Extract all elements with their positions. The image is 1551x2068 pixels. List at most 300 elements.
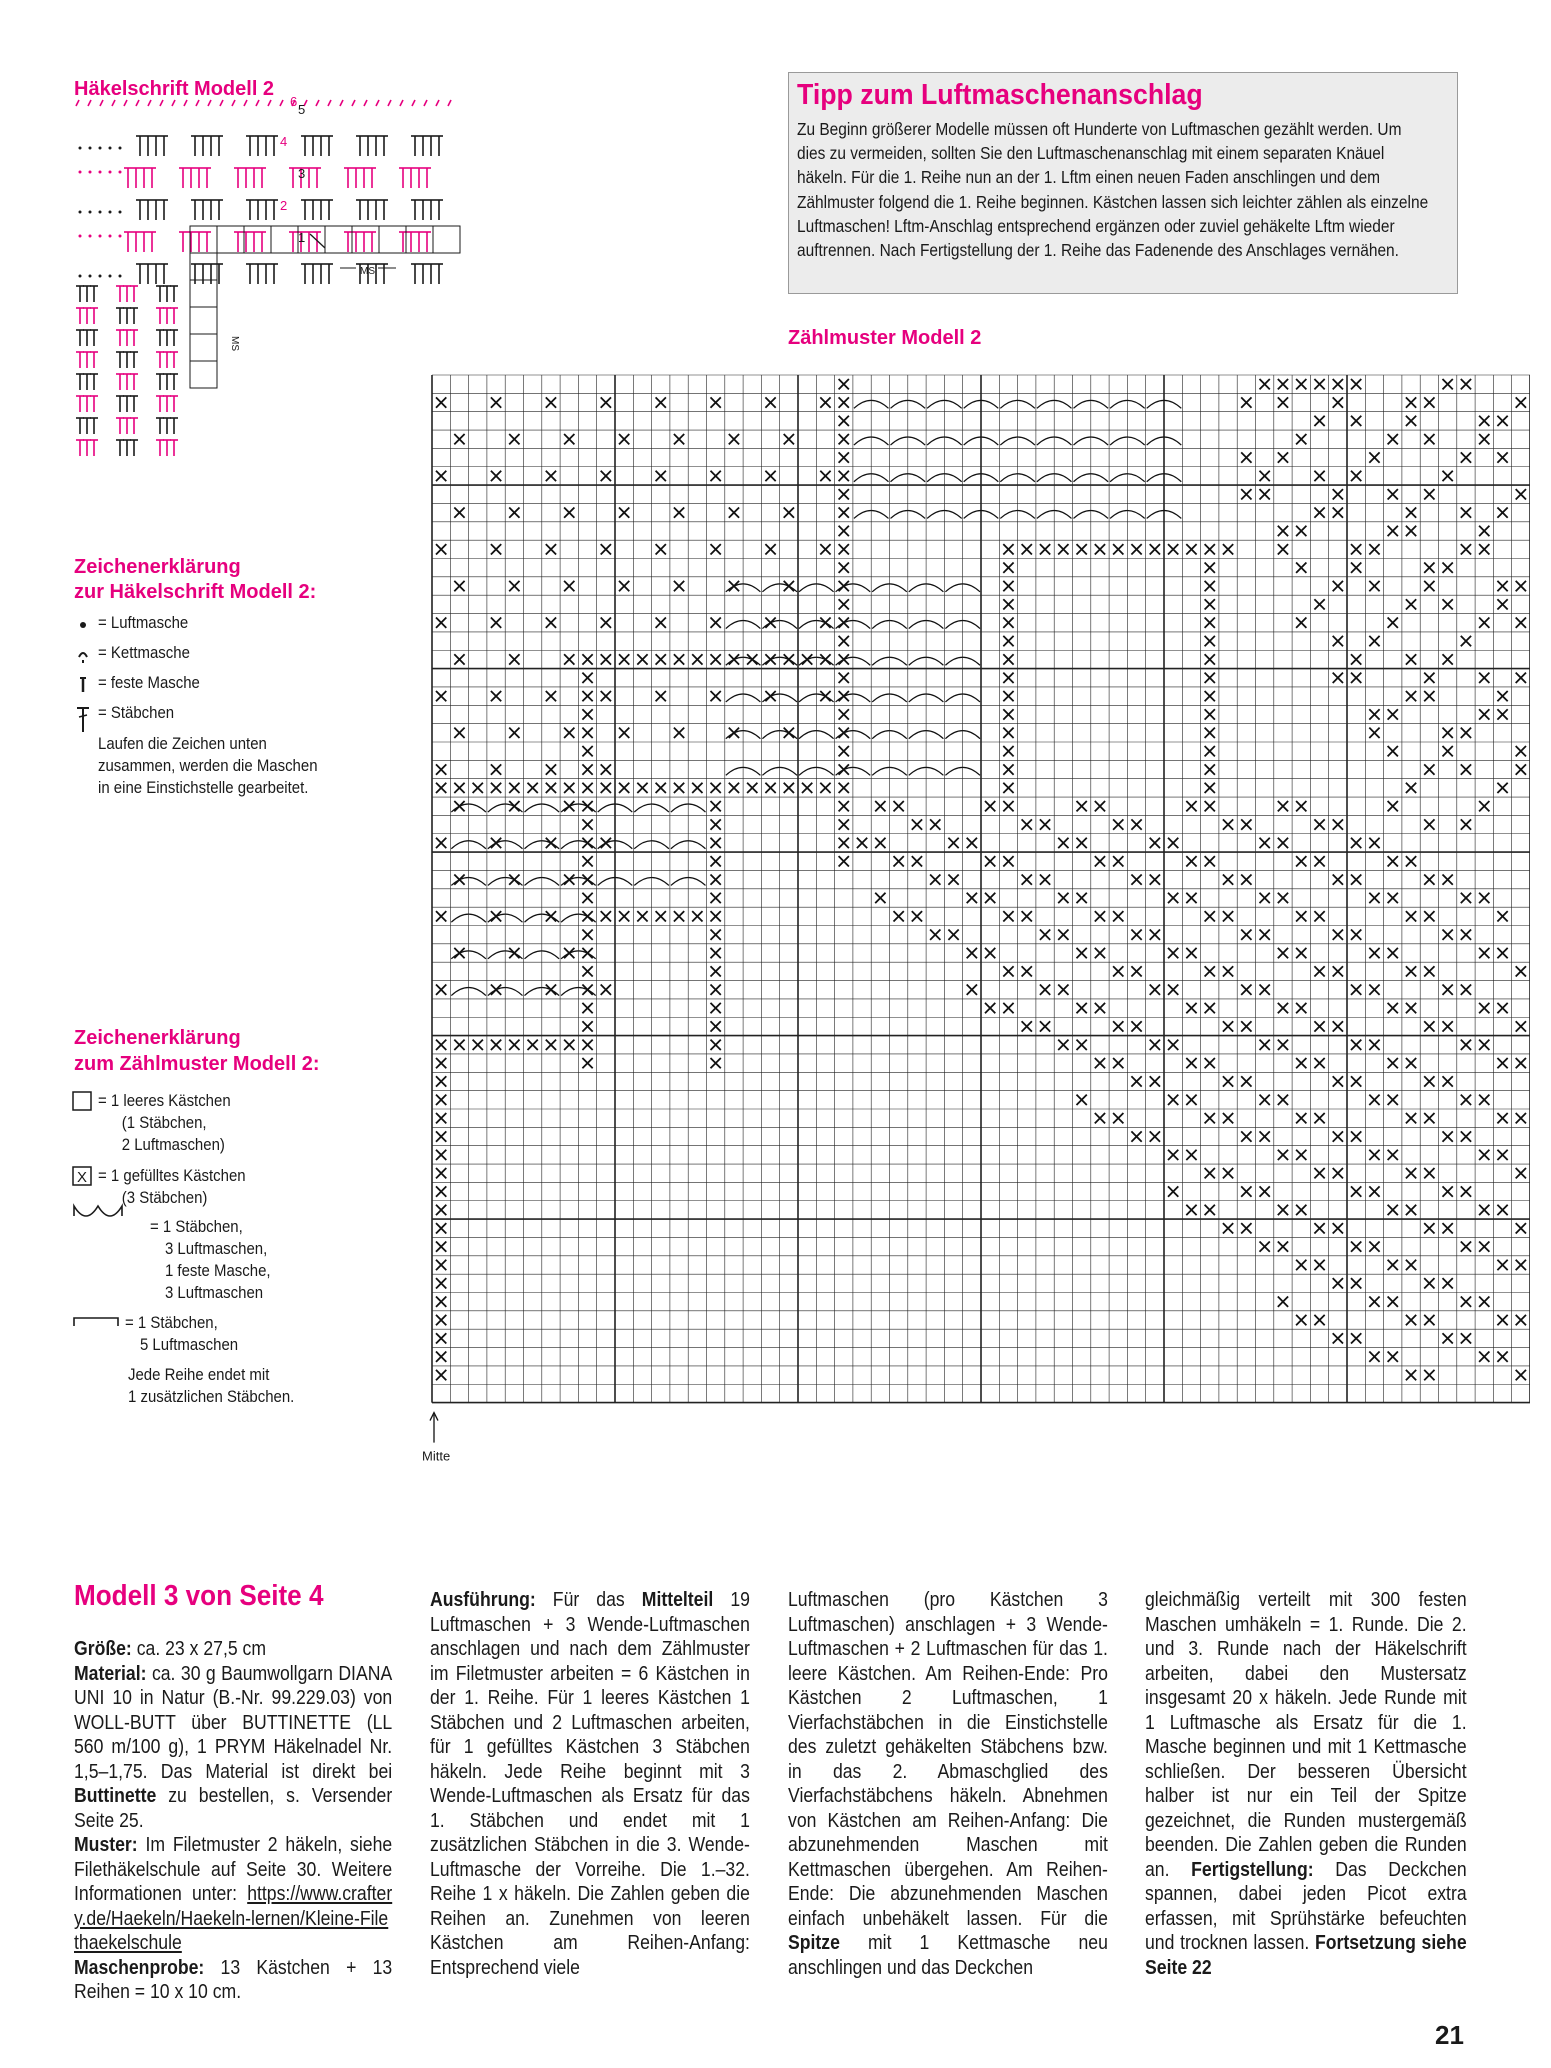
filled-cell-x — [1516, 1223, 1526, 1233]
filled-cell-x — [1479, 709, 1489, 719]
filled-cell-x — [1296, 1205, 1306, 1215]
filled-cell-x — [436, 1352, 446, 1362]
filled-cell-x — [711, 930, 721, 940]
filled-cell-x — [1461, 1131, 1471, 1141]
filled-cell-x — [1241, 1076, 1251, 1086]
picot-mark — [352, 100, 355, 106]
stitch-row — [79, 232, 432, 252]
filled-cell-x — [1333, 819, 1343, 829]
filled-cell-x — [1205, 1113, 1215, 1123]
filled-cell-x — [454, 783, 464, 793]
chain-dot — [89, 275, 92, 278]
filled-cell-x — [1461, 544, 1471, 554]
chain-dot — [119, 235, 122, 238]
filled-cell-x — [1077, 1003, 1087, 1013]
filled-cell-x — [1497, 599, 1507, 609]
filled-cell-x — [1241, 1131, 1251, 1141]
filled-cell-x — [436, 1260, 446, 1270]
filled-cell-x — [985, 1003, 995, 1013]
filled-cell-x — [1497, 691, 1507, 701]
filled-cell-x — [1077, 893, 1087, 903]
filled-cell-x — [436, 1186, 446, 1196]
filled-cell-x — [1516, 764, 1526, 774]
filled-cell-x — [1260, 1131, 1270, 1141]
chain-dot — [109, 171, 112, 174]
filled-cell-x — [656, 471, 666, 481]
filled-cell-x — [1388, 1058, 1398, 1068]
filled-cell-x — [1369, 1150, 1379, 1160]
filled-cell-x — [1333, 581, 1343, 591]
filled-cell-x — [1497, 581, 1507, 591]
legend2-title — [74, 1025, 320, 1077]
filled-cell-x — [601, 654, 611, 664]
filled-cell-x — [674, 728, 684, 738]
filled-cell-x — [619, 507, 629, 517]
filled-cell-x — [1003, 911, 1013, 921]
filled-cell-x — [839, 379, 849, 389]
filled-cell-x — [1296, 856, 1306, 866]
mitte-label: Mitte — [422, 1448, 451, 1464]
picot-mark — [400, 100, 403, 106]
chain-dot — [89, 171, 92, 174]
filled-cell-x — [601, 911, 611, 921]
filled-cell-x — [857, 838, 867, 848]
filled-cell-x — [839, 526, 849, 536]
filled-cell-x — [1516, 397, 1526, 407]
filled-cell-x — [711, 1003, 721, 1013]
filled-cell-x — [765, 471, 775, 481]
filled-cell-x — [1022, 1021, 1032, 1031]
filled-cell-x — [1479, 1205, 1489, 1215]
filled-cell-x — [582, 1058, 592, 1068]
filled-cell-x — [436, 764, 446, 774]
filled-cell-x — [1003, 544, 1013, 554]
chain-dot — [109, 275, 112, 278]
filled-cell-x — [1205, 636, 1215, 646]
filled-cell-x — [1296, 948, 1306, 958]
filled-cell-x — [1388, 948, 1398, 958]
filled-cell-x — [839, 673, 849, 683]
filled-cell-x — [1406, 397, 1416, 407]
chain-dot — [119, 171, 122, 174]
filled-cell-x — [1077, 1095, 1087, 1105]
filled-cell-x — [1406, 507, 1416, 517]
crochet-row-number: 3 — [298, 166, 306, 181]
filled-cell-x — [1369, 838, 1379, 848]
filled-cell-x — [1003, 728, 1013, 738]
filled-cell-x — [436, 618, 446, 628]
filled-cell-x — [1168, 544, 1178, 554]
filled-cell-x — [729, 507, 739, 517]
filled-cell-x — [1113, 911, 1123, 921]
filled-cell-x — [656, 654, 666, 664]
filled-cell-x — [1424, 489, 1434, 499]
base-box — [190, 226, 217, 253]
filled-cell-x — [711, 1058, 721, 1068]
filled-cell-x — [1406, 691, 1416, 701]
filled-cell-x — [1443, 1186, 1453, 1196]
filled-cell-x — [1131, 819, 1141, 829]
filled-cell-x — [674, 507, 684, 517]
filled-cell-x — [1296, 526, 1306, 536]
filled-cell-x — [473, 1040, 483, 1050]
filled-cell-x — [839, 709, 849, 719]
filled-cell-x — [1369, 1352, 1379, 1362]
filled-cells — [436, 379, 1530, 1380]
picot-mark — [136, 100, 139, 106]
filled-cell-x — [601, 764, 611, 774]
base-box — [190, 361, 217, 388]
model3-title: Modell 3 von Seite 4 — [74, 1580, 324, 1612]
filled-cell-x — [1461, 1241, 1471, 1251]
filled-cell-x — [436, 1076, 446, 1086]
filled-cell-x — [1241, 397, 1251, 407]
filled-cell-x — [1241, 452, 1251, 462]
grid-chart — [420, 365, 1530, 1485]
filled-cell-x — [1223, 1223, 1233, 1233]
filled-cell-x — [1260, 379, 1270, 389]
crochet-chart-title: Häkelschrift Modell 2 — [74, 78, 275, 100]
filled-cell-x — [1388, 1260, 1398, 1270]
filled-cell-x — [509, 581, 519, 591]
bar-icon — [74, 1318, 118, 1326]
filled-cell-x — [1497, 1205, 1507, 1215]
filled-cell-x — [1003, 691, 1013, 701]
filled-cell-x — [1077, 948, 1087, 958]
filled-cell-x — [1058, 985, 1068, 995]
filled-cell-x — [1333, 636, 1343, 646]
grid-lines — [432, 375, 1530, 1403]
filled-cell-x — [839, 507, 849, 517]
filled-cell-x — [619, 728, 629, 738]
filled-cell-x — [1131, 966, 1141, 976]
legend2-arc-line: = 1 Stäbchen, — [150, 1217, 243, 1236]
filled-cell-x — [619, 654, 629, 664]
filled-cell-x — [1223, 911, 1233, 921]
filled-cell-x — [436, 544, 446, 554]
filled-cell-x — [1333, 1076, 1343, 1086]
filled-cell-x — [1406, 1168, 1416, 1178]
filled-cell-x — [1406, 1003, 1416, 1013]
chain-top-border — [76, 100, 451, 106]
filled-cell-x — [1406, 1113, 1416, 1123]
filled-cell-x — [1369, 1040, 1379, 1050]
filled-cell-x — [1278, 1150, 1288, 1160]
filled-cell-x — [839, 819, 849, 829]
filled-cell-x — [1150, 985, 1160, 995]
legend1-title-line2: zur Häkelschrift Modell 2: — [74, 581, 317, 603]
legend2-empty-line: = 1 leeres Kästchen — [98, 1091, 231, 1110]
filled-cell-x — [875, 838, 885, 848]
left-column-stitches — [76, 286, 178, 456]
filled-cell-x — [1314, 856, 1324, 866]
filled-cell-x — [1333, 1223, 1343, 1233]
legend2-arc-line: 3 Luftmaschen, — [164, 1239, 268, 1258]
picot-mark — [388, 100, 391, 106]
filled-cell-x — [894, 856, 904, 866]
filled-cell-x — [1241, 1223, 1251, 1233]
filled-cell-x — [436, 985, 446, 995]
filled-cell-x — [1351, 379, 1361, 389]
filled-cell-x — [711, 911, 721, 921]
filled-cell-x — [1497, 507, 1507, 517]
filled-cell-x — [1296, 911, 1306, 921]
filled-cell-x — [1296, 563, 1306, 573]
filled-cell-x — [1205, 563, 1215, 573]
filled-cell-x — [784, 783, 794, 793]
filled-cell-x — [601, 691, 611, 701]
filled-cell-x — [1205, 746, 1215, 756]
filled-cell-x — [1296, 1058, 1306, 1068]
chain-dot — [109, 211, 112, 214]
filled-cell-x — [436, 783, 446, 793]
filled-cell-x — [1333, 874, 1343, 884]
filled-cell-x — [802, 783, 812, 793]
filled-cell-x — [546, 471, 556, 481]
filled-cell-x — [1479, 544, 1489, 554]
filled-cell-x — [1516, 1113, 1526, 1123]
filled-cell-x — [1497, 1003, 1507, 1013]
filled-cell-x — [1443, 563, 1453, 573]
base-box — [190, 334, 217, 361]
filled-cell-x — [1003, 618, 1013, 628]
filled-cell-x — [985, 801, 995, 811]
filled-cell-x — [1516, 1058, 1526, 1068]
filled-cell-x — [1296, 1315, 1306, 1325]
filled-cell-x — [875, 801, 885, 811]
base-box — [433, 226, 460, 253]
base-box — [190, 307, 217, 334]
filled-cell-x — [820, 783, 830, 793]
picot-mark — [256, 100, 259, 106]
filled-cell-x — [1443, 379, 1453, 389]
filled-cell-x — [473, 783, 483, 793]
filled-cell-x — [912, 819, 922, 829]
filled-cell-x — [1351, 544, 1361, 554]
filled-cell-x — [436, 1113, 446, 1123]
stitch-row — [79, 200, 444, 220]
filled-cell-x — [1333, 673, 1343, 683]
base-box — [244, 226, 271, 253]
filled-cell-x — [765, 544, 775, 554]
filled-cell-x — [1058, 1040, 1068, 1050]
filled-cell-x — [1443, 1076, 1453, 1086]
filled-cell-x — [1351, 654, 1361, 664]
picot-mark — [376, 100, 379, 106]
filled-cell-x — [509, 783, 519, 793]
filled-cell-x — [1223, 1168, 1233, 1178]
filled-cell-x — [820, 544, 830, 554]
filled-cell-x — [1314, 911, 1324, 921]
filled-cell-x — [1077, 544, 1087, 554]
filled-cell-x — [656, 397, 666, 407]
filled-cell-x — [1278, 397, 1288, 407]
filled-cell-x — [1461, 507, 1471, 517]
filled-cell-x — [1461, 1095, 1471, 1105]
filled-cell-x — [491, 783, 501, 793]
filled-cell-x — [582, 1040, 592, 1050]
filled-cell-x — [1022, 874, 1032, 884]
legend1-item-chain: = Luftmasche — [98, 613, 189, 632]
filled-cell-x — [509, 1040, 519, 1050]
filled-cell-x — [1406, 966, 1416, 976]
filled-cell-x — [582, 1021, 592, 1031]
chain-dot — [89, 235, 92, 238]
filled-cell-x — [1388, 746, 1398, 756]
filled-cell-x — [1205, 911, 1215, 921]
legend1-note-line: Laufen die Zeichen unten — [98, 734, 267, 753]
filled-cell-x — [546, 618, 556, 628]
filled-cell-x — [454, 654, 464, 664]
chain-dot — [109, 235, 112, 238]
filled-cell-x — [1497, 1058, 1507, 1068]
filled-cell-x — [692, 654, 702, 664]
filled-cell-x — [1479, 1241, 1489, 1251]
filled-cell-x — [1333, 930, 1343, 940]
chain-dot — [99, 147, 102, 150]
filled-cell-x — [1003, 1003, 1013, 1013]
filled-cell-x — [1003, 764, 1013, 774]
filled-cell-x — [967, 893, 977, 903]
filled-cell-x — [619, 911, 629, 921]
filled-cell-x — [1479, 1003, 1489, 1013]
filled-cell-x — [1443, 1333, 1453, 1343]
filled-cell-x — [1369, 893, 1379, 903]
model3-col1: Größe: ca. 23 x 27,5 cm Material: ca. 30 g Baumwollgarn DIANA UNI 10 in Natur (B.-Nr. 99.229.03) von WOLL-BUTT über BUTTINETTE (LL 560 m/100 g), 1 PRYM Häkelnadel Nr. 1,5–1,75. Das Material ist direkt bei Buttinette zu bestellen, s. Versender Seite 25. Muster: Im Filetmuster 2 häkeln, siehe Filethäkelschule auf Seite 30. Weitere Informationen unter: https://www.craftery.de/Haekeln/Haekeln-lernen/Kleine-Filethaekelschule Maschenprobe: 13 Kästchen + 13 Reihen = 10 x 10 cm. — [74, 1637, 393, 2003]
filled-cell-x — [1406, 856, 1416, 866]
filled-cell-x — [1205, 1168, 1215, 1178]
picot-mark — [172, 100, 175, 106]
filled-cell-x — [509, 654, 519, 664]
filled-cell-x — [1205, 966, 1215, 976]
filled-cell-x — [1479, 416, 1489, 426]
filled-cell-x — [1497, 709, 1507, 719]
filled-cell-x — [839, 416, 849, 426]
filled-cell-x — [1497, 1113, 1507, 1123]
filled-cell-x — [1333, 1131, 1343, 1141]
filled-cell-x — [601, 471, 611, 481]
chain-dot — [109, 147, 112, 150]
filled-cell-x — [839, 838, 849, 848]
filled-cell-x — [637, 654, 647, 664]
filled-cell-x — [1022, 911, 1032, 921]
filled-cell-x — [1186, 1150, 1196, 1160]
filled-cell-x — [1388, 1352, 1398, 1362]
filled-cell-x — [1186, 893, 1196, 903]
filled-cell-x — [1516, 966, 1526, 976]
chain-dot — [79, 211, 82, 214]
filled-cell-x — [1424, 1113, 1434, 1123]
filled-cell-x — [1131, 930, 1141, 940]
filled-cell-x — [1369, 636, 1379, 646]
base-box — [271, 226, 298, 253]
filled-cell-x — [546, 764, 556, 774]
filled-cell-x — [436, 1333, 446, 1343]
legend2-empty-line: 2 Luftmaschen) — [121, 1135, 225, 1154]
filled-cell-x — [491, 1040, 501, 1050]
filled-cell-x — [1223, 1076, 1233, 1086]
filled-cell-x — [1424, 434, 1434, 444]
filled-cell-x — [1314, 1113, 1324, 1123]
filled-cell-x — [1223, 874, 1233, 884]
filled-cell-x — [839, 397, 849, 407]
filled-cell-x — [1296, 434, 1306, 444]
picot-mark — [448, 100, 451, 106]
filled-cell-x — [967, 948, 977, 958]
filled-cell-x — [1168, 948, 1178, 958]
filled-cell-x — [1150, 838, 1160, 848]
filled-cell-x — [1113, 966, 1123, 976]
filled-cell-x — [711, 783, 721, 793]
filled-cell-x — [656, 691, 666, 701]
crochet-row-number: 1 — [298, 230, 306, 245]
filled-cell-x — [1388, 434, 1398, 444]
filled-cell-x — [1388, 1150, 1398, 1160]
filled-cell-x — [1497, 1352, 1507, 1362]
filled-cell-x — [1497, 948, 1507, 958]
filled-cell-x — [1424, 563, 1434, 573]
filled-cell-x — [1406, 1370, 1416, 1380]
filled-cell-x — [1260, 893, 1270, 903]
legend1-title — [74, 555, 316, 605]
filled-cell-x — [1388, 618, 1398, 628]
filled-cell-x — [1388, 893, 1398, 903]
filled-cell-x — [1260, 1241, 1270, 1251]
filled-cell-x — [711, 874, 721, 884]
filled-cell-x — [912, 856, 922, 866]
picot-mark — [232, 100, 235, 106]
filled-cell-x — [1278, 1205, 1288, 1215]
filled-cell-x — [711, 801, 721, 811]
filled-cell-x — [1424, 764, 1434, 774]
filled-cell-x — [1260, 489, 1270, 499]
filled-cell-x — [436, 1040, 446, 1050]
filled-cell-x — [948, 838, 958, 848]
filled-cell-x — [601, 618, 611, 628]
filled-cell-x — [765, 783, 775, 793]
filled-cell-x — [1314, 819, 1324, 829]
filled-cell-x — [1516, 581, 1526, 591]
filled-cell-x — [674, 434, 684, 444]
picot-mark — [220, 100, 223, 106]
filled-cell-x — [1314, 416, 1324, 426]
legend1-item-slip: = Kettmasche — [98, 643, 190, 662]
filled-cell-x — [1424, 1021, 1434, 1031]
filled-cell-x — [839, 636, 849, 646]
filled-cell-x — [656, 911, 666, 921]
filled-cell-x — [711, 985, 721, 995]
filled-cell-x — [454, 507, 464, 517]
filled-cell-x — [1241, 819, 1251, 829]
filled-cell-x — [619, 434, 629, 444]
picot-mark — [184, 100, 187, 106]
filled-cell-x — [436, 1205, 446, 1215]
filled-cell-x — [1406, 1058, 1416, 1068]
filled-cell-x — [1077, 838, 1087, 848]
filled-cell-x — [1205, 691, 1215, 701]
filled-cell-x — [1278, 838, 1288, 848]
filled-cell-x — [564, 434, 574, 444]
filled-cell-x — [711, 691, 721, 701]
filled-cell-x — [1150, 1131, 1160, 1141]
legend2-title-line2: zum Zählmuster Modell 2: — [74, 1053, 320, 1075]
filled-cell-x — [1443, 874, 1453, 884]
filled-cell-x — [436, 1241, 446, 1251]
filled-cell-x — [1479, 1150, 1489, 1160]
filled-cell-x — [656, 544, 666, 554]
filled-cell-x — [582, 654, 592, 664]
filled-cell-x — [1278, 1095, 1288, 1105]
